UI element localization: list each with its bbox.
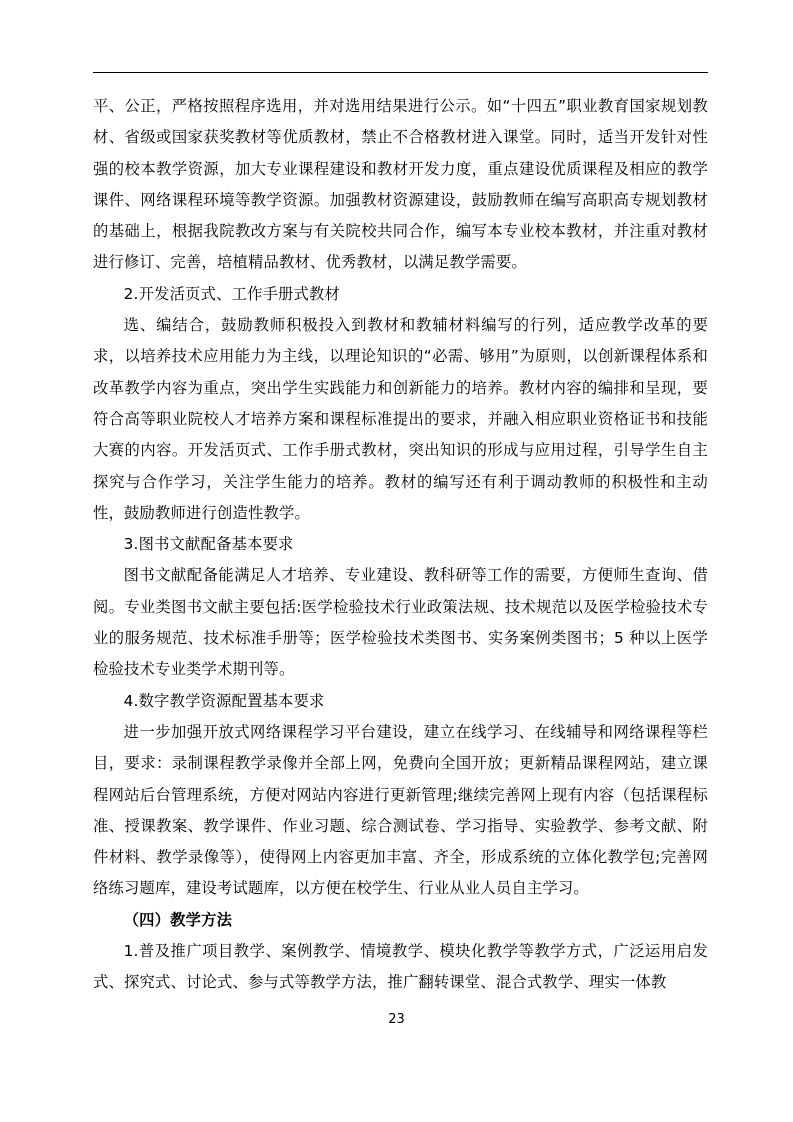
- paragraph-7: 进一步加强开放式网络课程学习平台建设，建立在线学习、在线辅导和网络课程等栏目，要求：录制课程教学录像并全部上网，免费向全国开放；更新精品课程网站，建立课程网站后台管理系统，方便对网站内容进行更新管理;继续完善网上现有内容（包括课程标准、授课教案、教学课件、作业习题、综合测试卷、学习指导、实验教学、参考文献、附件材料、教学录像等），使得网上内容更加丰富、齐全，形成系统的立体化教学包;完善网络练习题库，建设考试题库，以方便在校学生、行业从业人员自主学习。: [93, 722, 708, 898]
- paragraph-3: 选、编结合，鼓励教师积极投入到教材和教辅材料编写的行列，适应教学改革的要求，以培养技术应用能力为主线，以理论知识的“必需、够用”为原则，以创新课程体系和改革教学内容为重点，突出学生实践能力和创新能力的培养。教材内容的编排和呈现，要符合高等职业院校人才培养方案和课程标准提出的要求，并融入相应职业资格证书和技能大赛的内容。开发活页式、工作手册式教材，突出知识的形成与应用过程，引导学生自主探究与合作学习，关注学生能力的培养。教材的编写还有利于调动教师的积极性和主动性，鼓励教师进行创造性教学。: [93, 316, 708, 522]
- paragraph-9: 1.普及推广项目教学、案例教学、情境教学、模块化教学等教学方式，广泛运用启发式、探究式、讨论式、参与式等教学方法，推广翻转课堂、混合式教学、理实一体教: [93, 942, 708, 992]
- paragraph-4: 3.图书文献配备基本要求: [123, 535, 294, 554]
- paragraph-6: 4.数字教学资源配置基本要求: [123, 691, 325, 710]
- paragraph-2: 2.开发活页式、工作手册式教材: [123, 284, 341, 303]
- paragraph-5: 图书文献配备能满足人才培养、专业建设、教科研等工作的需要，方便师生查询、借阅。专业类图书文献主要包括:医学检验技术行业政策法规、技术规范以及医学检验技术专业的服务规范、技术标准手册等；医学检验技术类图书、实务案例类图书；5 种以上医学检验技术专业类学术期刊等。: [93, 566, 708, 679]
- header-rule: [93, 72, 708, 73]
- page-number: 23: [388, 1012, 405, 1027]
- body-text: [93, 91, 708, 999]
- page-content: [93, 72, 708, 999]
- section-heading-teaching-methods: （四）教学方法: [123, 910, 233, 929]
- paragraph-1: 平、公正，严格按照程序选用，并对选用结果进行公示。如“十四五”职业教育国家规划教材、省级或国家获奖教材等优质教材，禁止不合格教材进入课堂。同时，适当开发针对性强的校本教学资源，加大专业课程建设和教材开发力度，重点建设优质课程及相应的教学课件、网络课程环境等教学资源。加强教材资源建设，鼓励教师在编写高职高专规划教材的基础上，根据我院教改方案与有关院校共同合作，编写本专业校本教材，并注重对教材进行修订、完善，培植精品教材、优秀教材，以满足教学需要。: [93, 97, 708, 272]
